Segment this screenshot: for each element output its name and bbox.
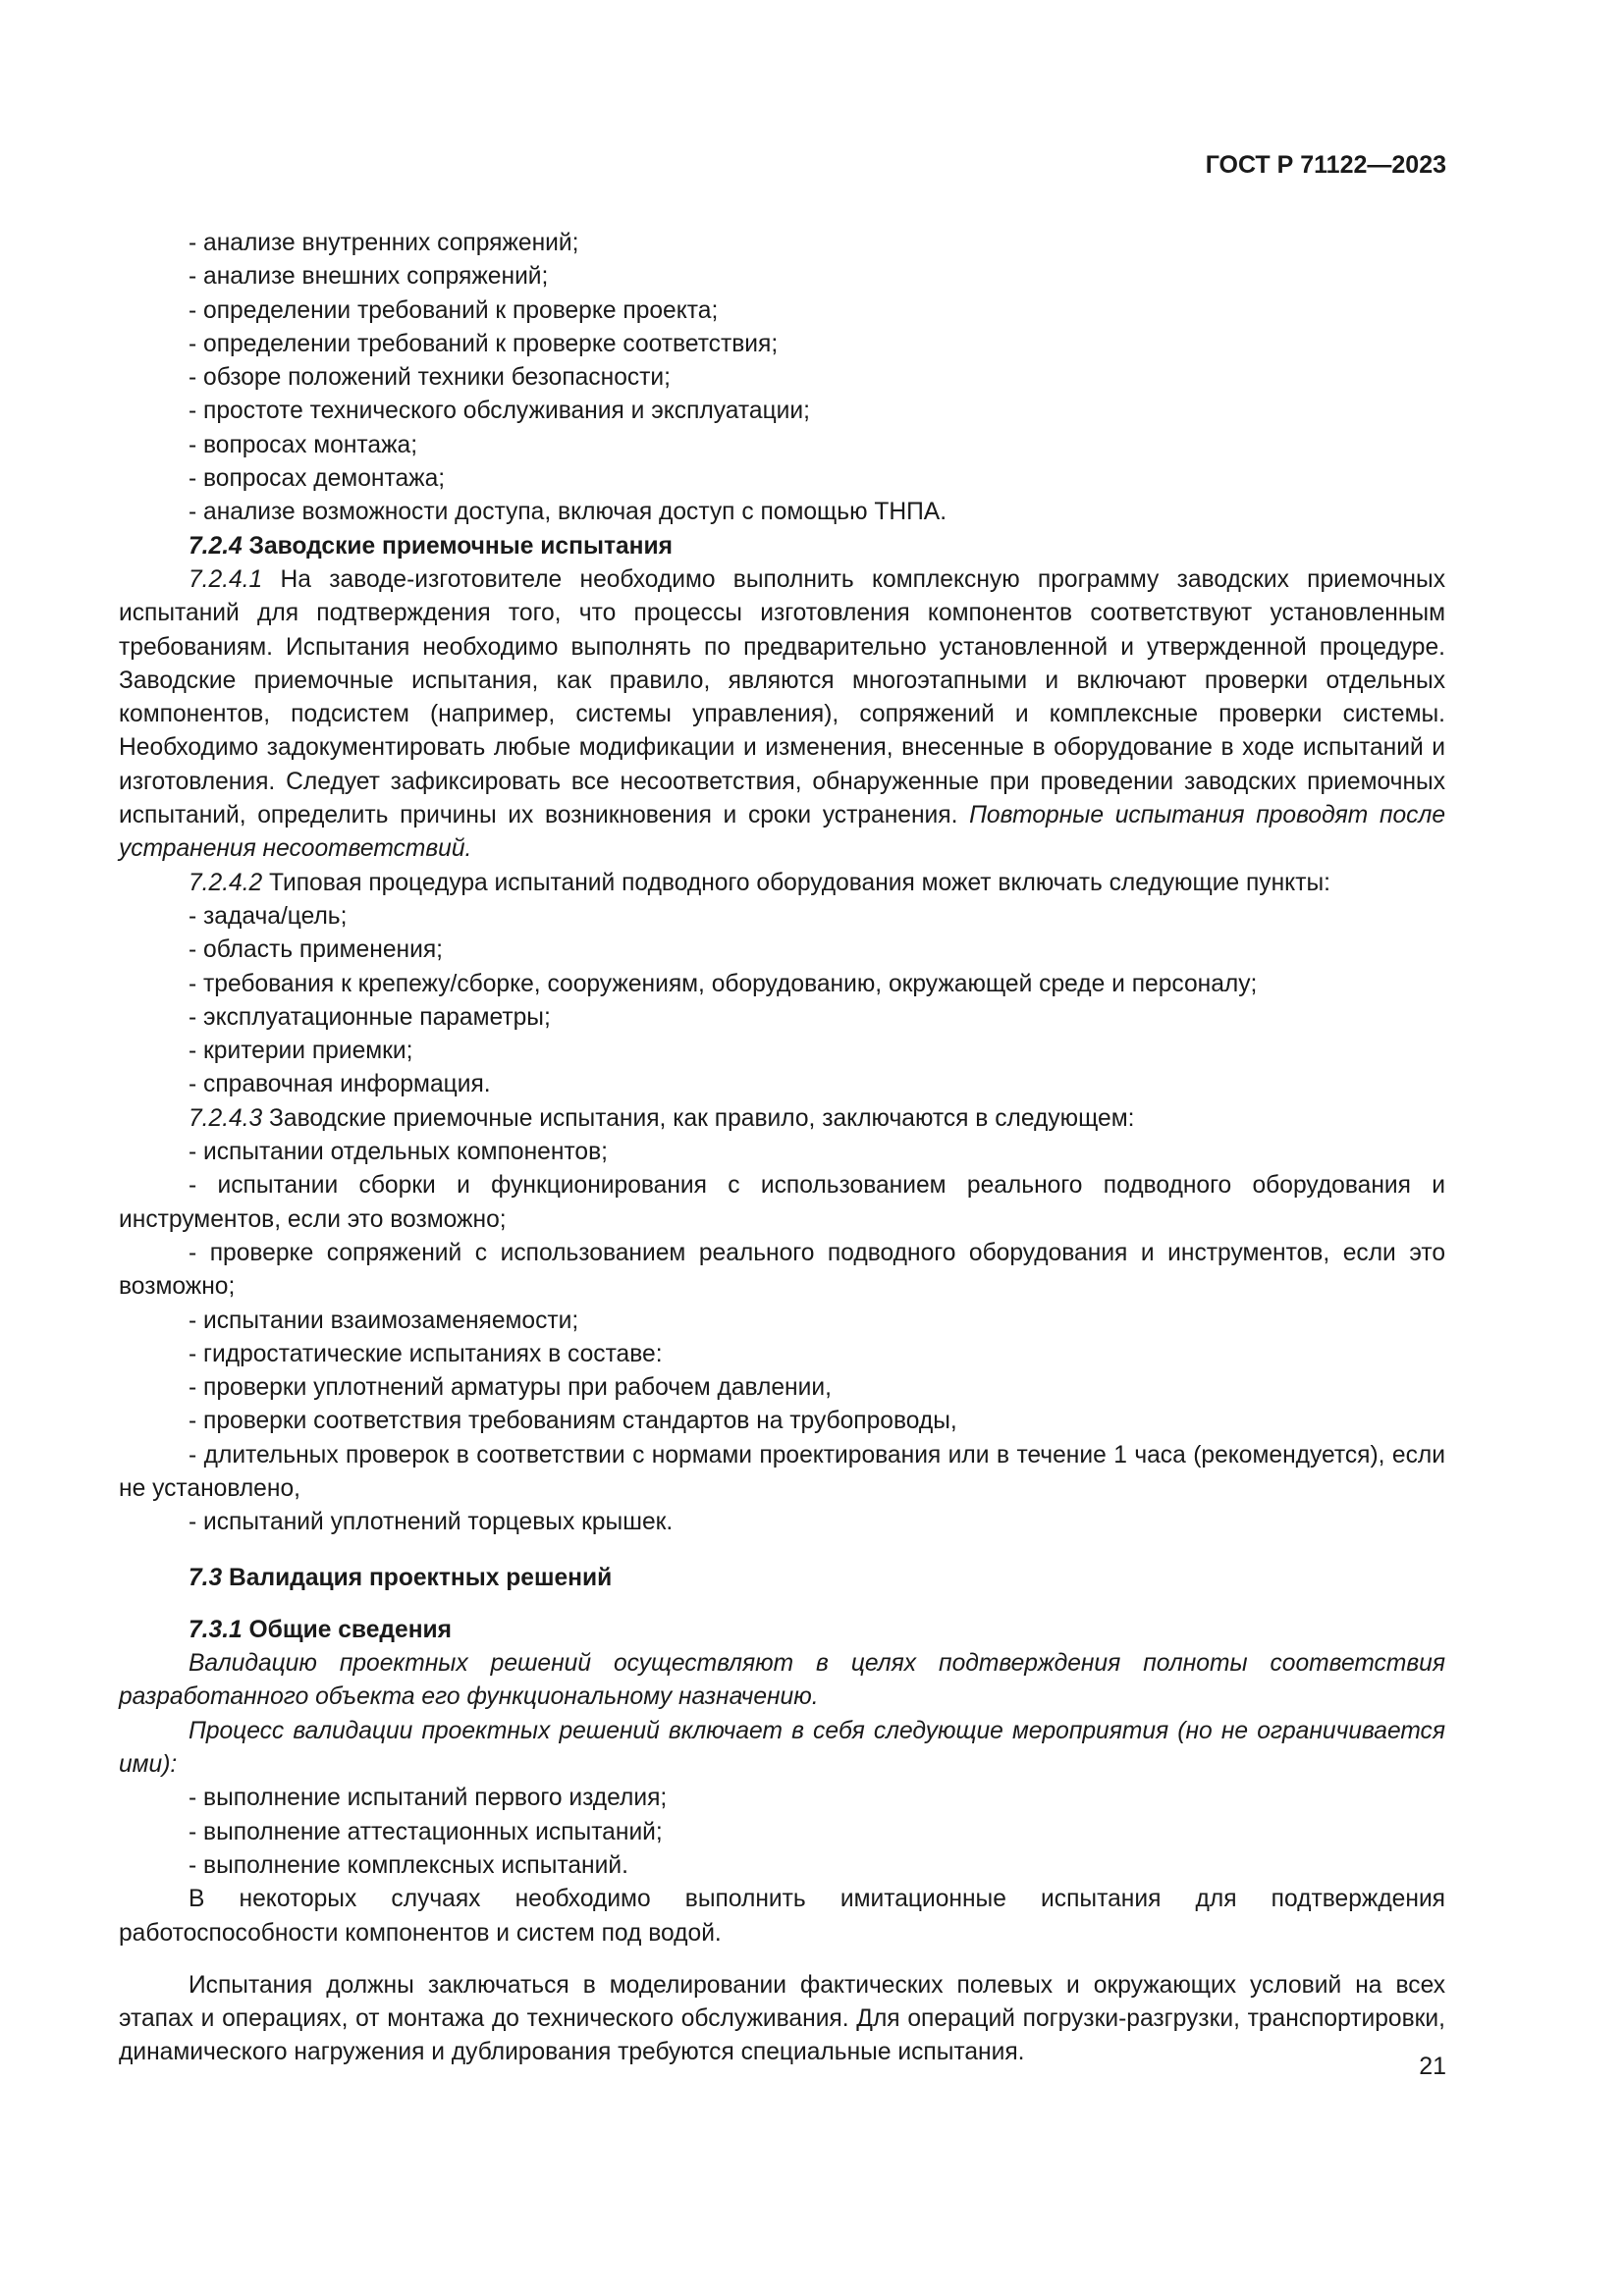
paragraph-7-2-4-2 [119,867,1445,900]
list-item: - проверки уплотнений арматуры при рабочем давлении, [189,1374,832,1402]
list-item: - анализе внешних сопряжений; [189,263,549,291]
section-title: Заводские приемочные испытания [248,532,674,560]
list-item: - выполнение испытаний первого изделия; [189,1785,668,1812]
list-item: - анализе внутренних сопряжений; [189,230,579,256]
document-header: ГОСТ Р 71122—2023 [1205,151,1446,179]
section-number: 7.3.1 [189,1616,243,1643]
paragraph-field-conditions: Испытания должны заключаться в моделировании фактических полевых и окружающих условий на всех этапах и операциях, от монтажа до технического обслуживания. Для операций погрузки-разгрузки, транспортировки, динамического нагружения и дублирования требуются специальные испытания. [119,1971,1445,2066]
paragraph-text: Типовая процедура испытаний подводного оборудования может включать следующие пункты: [262,869,1330,896]
list-item: - испытании сборки и функционирования с использованием реального подводного оборудования и инструментов, если это возможно; [119,1172,1445,1233]
list-item: - испытании взаимозаменяемости; [189,1307,579,1334]
list-item: - обзоре положений техники безопасности; [189,364,671,392]
section-number: 7.3 [189,1564,223,1591]
list-item: - выполнение комплексных испытаний. [189,1851,628,1879]
list-item: - определении требований к проверке проекта; [189,296,719,324]
list-item: - эксплуатационные параметры; [189,1003,551,1031]
list-item: - определении требований к проверке соответствия; [189,330,779,357]
list-item: - область применения; [189,936,443,964]
section-number: 7.2.4 [189,532,243,560]
list-item: - испытаний уплотнений торцевых крышек. [189,1509,674,1536]
list-item: - анализе возможности доступа, включая доступ с помощью ТНПА. [189,499,947,526]
paragraph-validation-process: Процесс валидации проектных решений включает в себя следующие мероприятия (но не ограничивается ими): [119,1717,1445,1779]
paragraph-validation-purpose: Валидацию проектных решений осуществляют в целях подтверждения полноты соответствия разработанного объекта его функциональному назначению. [119,1650,1445,1711]
list-item: - длительных проверок в соответствии с нормами проектирования или в течение 1 часа (рекомендуется), если не установлено, [119,1441,1445,1502]
clause-number: 7.2.4.2 [189,869,263,896]
paragraph-text: Заводские приемочные испытания, как правило, заключаются в следующем: [262,1104,1135,1132]
list-item: - гидростатические испытаниях в составе: [189,1340,663,1367]
list-item: - испытании отдельных компонентов; [189,1139,608,1166]
section-heading-7-2-4 [119,530,1445,563]
clause-number: 7.2.4.3 [189,1104,263,1132]
paragraph-italic-text: Повторные испытания проводят после устранения несоответствий. [119,802,1446,863]
list-item: - выполнение аттестационных испытаний; [189,1818,663,1845]
paragraph-7-2-4-1 [119,563,1445,867]
page-number: 21 [1419,2053,1446,2080]
list-item: - справочная информация. [189,1071,491,1098]
section-heading-7-3-1 [119,1614,1445,1647]
list-item: - простоте технического обслуживания и эксплуатации; [189,398,810,425]
list-item: - требования к крепежу/сборке, сооружениям, оборудованию, окружающей среде и персоналу; [189,970,1258,997]
list-item: - задача/цель; [189,902,348,930]
list-item: - критерии приемки; [189,1038,413,1065]
section-title: Валидация проектных решений [229,1564,613,1591]
list-item: - вопросах демонтажа; [189,465,446,493]
paragraph-simulation-tests: В некоторых случаях необходимо выполнить имитационные испытания для подтверждения работоспособности компонентов и систем под водой. [119,1886,1445,1947]
list-item: - проверки соответствия требованиям стандартов на трубопроводы, [189,1408,957,1435]
section-heading-7-3 [119,1562,1445,1595]
clause-number: 7.2.4.1 [189,565,263,593]
section-title: Общие сведения [248,1616,453,1643]
list-item: - вопросах монтажа; [189,431,418,458]
paragraph-7-2-4-3 [119,1102,1445,1136]
page-body [119,227,1445,2070]
list-item: - проверке сопряжений с использованием реального подводного оборудования и инструментов, если это возможно; [119,1239,1445,1301]
paragraph-text: На заводе-изготовителе необходимо выполнить комплексную программу заводских приемочных испытаний для подтверждения того, что процессы изготовления компонентов соответствуют установленным требованиям. Испытания необходимо выполнять по предварительно установленной и утвержденной процедуре. Заводские приемочные испытания, как правило, являются многоэтапными и включают проверки отдельных компонентов, подсистем (например, системы управления), сопряжений и комплексные проверки системы. Необходимо задокументировать любые модификации и изменения, внесенные в оборудование в ходе испытаний и изготовления. Следует зафиксировать все несоответствия, обнаруженные при проведении заводских приемочных испытаний, определить причины их возникновения и сроки устранения. [119,565,1445,829]
